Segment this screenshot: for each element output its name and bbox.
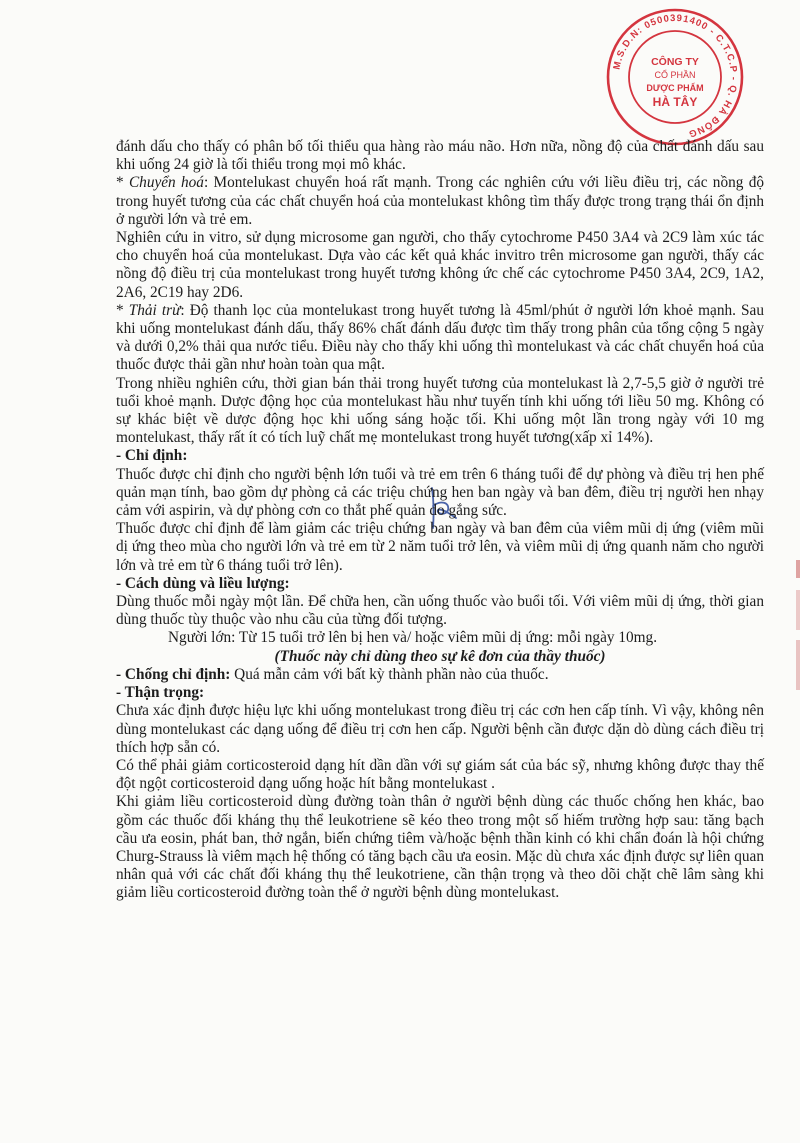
paragraph-precautions-2: Có thể phải giảm corticosteroid dạng hít dần dần với sự giám sát của bác sỹ, nhưng không được thay thế đột ngột corticosteroid dạng uống hoặc hít bằng montelukast . bbox=[116, 756, 764, 793]
heading-contraindications: - Chống chỉ định: bbox=[116, 665, 231, 683]
prescription-note: (Thuốc này chỉ dùng theo sự kê đơn của thầy thuốc) bbox=[274, 647, 606, 665]
heading-indications: - Chỉ định: bbox=[116, 447, 188, 465]
elimination-text: : Độ thanh lọc của montelukast trong huyết tương là 45ml/phút ở người lớn khoẻ mạnh. Sau khi uống montelukast đánh dấu, thấy 86% chất đánh dấu được tìm thấy trong phân của tổng cộng 5 ngày và dưới 0,2% thải qua nước tiểu. Điều này cho thấy khi uống thì montelukast và các chất chuyển hoá của thuốc được thải gần như hoàn toàn qua mật. bbox=[116, 301, 764, 374]
paragraph-in-vitro: Nghiên cứu in vitro, sử dụng microsome gan người, cho thấy cytochrome P450 3A4 và 2C9 làm xúc tác cho chuyển hoá của montelukast. Dựa vào các kết quả khác invitro trên microsome gan người, thấy các nồng độ điều trị của montelukast trong huyết tương không ức chế các cytochrome P450 3A4, 2C9, 1A2, 2A6, 2C19 hay 2D6. bbox=[116, 229, 764, 301]
paragraph-indications-2: Thuốc được chỉ định để làm giảm các triệu chứng ban ngày và ban đêm của viêm mũi dị ứng (viêm mũi dị ứng theo mùa cho người lớn và trẻ em từ 2 năm tuổi trở lên, và viêm mũi dị ứng quanh năm cho người lớn và trẻ em từ 6 tháng tuổi trở lên). bbox=[116, 520, 764, 574]
company-stamp bbox=[604, 6, 746, 148]
paragraph-indications-1: Thuốc được chỉ định cho người bệnh lớn tuổi và trẻ em trên 6 tháng tuổi để dự phòng và điều trị hen phế quản mạn tính, bao gồm dự phòng cả các triệu chứng hen ban ngày và ban đêm, điều trị người hen nhạy cảm với aspirin, và dự phòng cơn co thắt phế quản do gắng sức. bbox=[116, 465, 764, 520]
edge-mark bbox=[796, 590, 800, 630]
metabolism-text: : Montelukast chuyển hoá rất mạnh. Trong các nghiên cứu với liều điều trị, các nồng độ trong huyết tương của các chất chuyển hoá của montelukast không tìm thấy được trong trạng thái ổn định ở người lớn và trẻ em. bbox=[116, 174, 765, 228]
paragraph-metabolism: * Chuyển hoá: Montelukast chuyển hoá rất mạnh. Trong các nghiên cứu với liều điều trị, các nồng độ trong huyết tương của các chất chuyển hoá của montelukast không tìm thấy được trong trạng thái ổn định ở người lớn và trẻ em. bbox=[116, 174, 765, 228]
stamp-line1: CÔNG TY bbox=[651, 56, 699, 68]
edge-mark bbox=[796, 560, 800, 578]
heading-dosage: - Cách dùng và liều lượng: bbox=[116, 574, 290, 592]
elimination-heading: Thải trừ bbox=[128, 301, 181, 319]
heading-precautions: - Thận trọng: bbox=[116, 684, 205, 702]
stamp-ring-text: M.S.D.N: 0500391400 - C.T.C.P - Q. HÀ ĐÔNG bbox=[611, 12, 740, 140]
paragraph-adult-dose: Người lớn: Từ 15 tuổi trở lên bị hen và/ hoặc viêm mũi dị ứng: mỗi ngày 10mg. bbox=[168, 629, 658, 647]
paragraph-half-life: Trong nhiều nghiên cứu, thời gian bán thải trong huyết tương của montelukast là 2,7-5,5 giờ ở người trẻ tuổi khoẻ mạnh. Dược động học của montelukast hầu như tuyến tính khi uống tới liều 50 mg. Không có sự khác biệt về dược động học khi uống sáng hoặc tối. Khi uống một lần trong ngày với 10 mg montelukast, thấy rất ít có tích luỹ chất mẹ montelukast trong huyết tương(xấp xỉ 14%). bbox=[116, 374, 764, 447]
stamp-line4: HÀ TÂY bbox=[652, 95, 698, 109]
paragraph-precautions-1: Chưa xác định được hiệu lực khi uống montelukast trong điều trị các cơn hen cấp tính. Vì vậy, không nên dùng montelukast các dạng uống để điều trị cơn hen cấp. Người bệnh cần được dặn dò dùng cách điều trị thích hợp sẵn có. bbox=[116, 702, 764, 756]
stamp-line2: CỔ PHẦN bbox=[654, 70, 696, 80]
edge-mark bbox=[796, 640, 800, 690]
contraindications-text: Quá mẫn cảm với bất kỳ thành phần nào của thuốc. bbox=[230, 665, 549, 683]
paragraph-precautions-3: Khi giảm liều corticosteroid dùng đường toàn thân ở người bệnh dùng các thuốc chống hen khác, bao gồm các thuốc đối kháng thụ thể leukotriene sẽ kéo theo trong một số hiếm trường hợp sau: tăng bạch cầu ưa eosin, phát ban, thở ngắn, biến chứng tiêm và/hoặc bệnh thần kinh có khi chẩn đoán là hội chứng Churg-Strauss là viêm mạch hệ thống có tăng bạch cầu ưa eosin. Mặc dù chưa xác định được sự liên quan nhân quả với các chất đối kháng thụ thể leukotriene, cần thận trọng và theo dõi chặt chẽ lâm sàng khi giảm liều corticosteroid đường toàn thể ở người bệnh dùng montelukast. bbox=[116, 793, 764, 902]
stamp-line3: DƯỢC PHẨM bbox=[646, 83, 704, 93]
paragraph-dosage: Dùng thuốc mỗi ngày một lần. Để chữa hen, cần uống thuốc vào buổi tối. Với viêm mũi dị ứng, thời gian dùng thuốc tùy thuộc vào nhu cầu của từng đối tượng. bbox=[116, 593, 764, 629]
paragraph-contraindications bbox=[116, 666, 764, 684]
paragraph-elimination: * Thải trừ: Độ thanh lọc của montelukast trong huyết tương là 45ml/phút ở người lớn khoẻ mạnh. Sau khi uống montelukast đánh dấu, thấy 86% chất đánh dấu được tìm thấy trong phân của tổng cộng 5 ngày và dưới 0,2% thải qua nước tiểu. Điều này cho thấy khi uống thì montelukast và các chất chuyển hoá của thuốc được thải gần như hoàn toàn qua mật. bbox=[116, 301, 764, 374]
metabolism-heading: Chuyển hoá bbox=[128, 174, 204, 192]
paragraph-distribution: đánh dấu cho thấy có phân bố tối thiểu qua hàng rào máu não. Hơn nữa, nồng độ của chất đánh dấu sau khi uống 24 giờ là tối thiểu trong mọi mô khác. bbox=[116, 138, 764, 174]
document-body bbox=[116, 138, 764, 903]
